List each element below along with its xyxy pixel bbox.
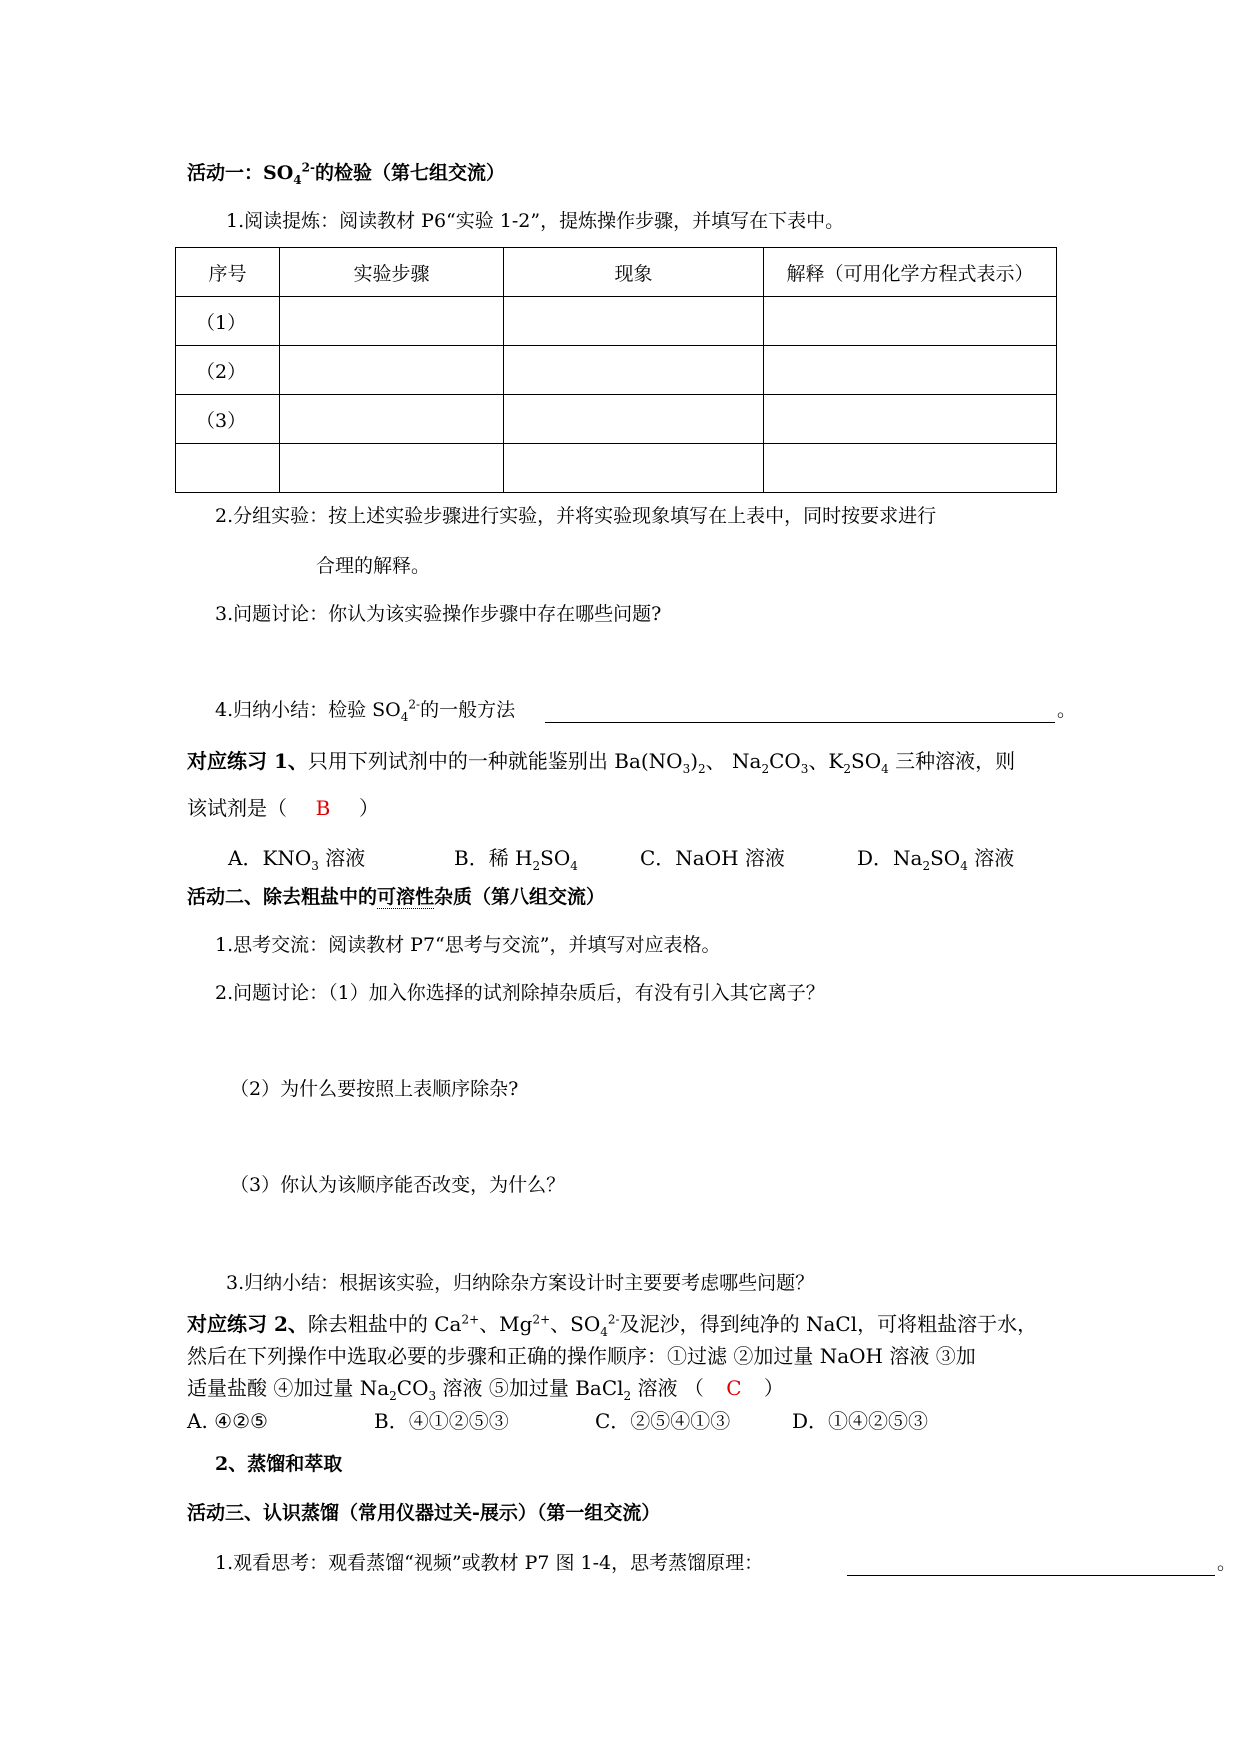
table-cell: （1） (176, 297, 280, 346)
table-cell[interactable] (280, 297, 504, 346)
section2-title: 2、蒸馏和萃取 (215, 1453, 343, 1475)
exercise2-label: 对应练习 2、 (187, 1312, 308, 1336)
exercise2-answer: C (726, 1376, 742, 1400)
table-row (176, 346, 1057, 395)
activity2-item2: 2.问题讨论：（1）加入你选择的试剂除掉杂质后，有没有引入其它离子？ (215, 982, 825, 1004)
table-cell[interactable] (504, 395, 764, 444)
table-cell[interactable] (280, 395, 504, 444)
table-row (176, 395, 1057, 444)
table-row (176, 297, 1057, 346)
table-cell (176, 444, 280, 493)
table-header-cell: 现象 (504, 248, 764, 297)
table-cell[interactable] (280, 346, 504, 395)
activity3-title: 活动三、认识蒸馏（常用仪器过关-展示）（第一组交流） (187, 1502, 661, 1524)
activity1-item2-line2: 合理的解释。 (316, 555, 431, 577)
activity1-item1: 1.阅读提炼：阅读教材 P6“实验 1-2”，提炼操作步骤，并填写在下表中。 (226, 210, 845, 232)
table-cell[interactable] (764, 444, 1057, 493)
table-cell[interactable] (764, 297, 1057, 346)
exercise1-answer: B (315, 796, 331, 820)
table-cell[interactable] (280, 444, 504, 493)
activity2-item3: 3.归纳小结：根据该实验，归纳除杂方案设计时主要要考虑哪些问题？ (226, 1272, 815, 1294)
steps-table (175, 247, 1057, 493)
exercise2-line2: 然后在下列操作中选取必要的步骤和正确的操作顺序：①过滤 ②加过量 NaOH 溶液 ③加 (187, 1344, 976, 1368)
table-header-row (176, 248, 1057, 297)
exercise1-label: 对应练习 1、 (187, 749, 308, 773)
exercise2-option-c[interactable]: C．②⑤④①③ (595, 1409, 731, 1433)
exercise2-line3: 适量盐酸 ④加过量 $Na_2CO_3$ 溶液 ⑤加过量 BaCl$_2$ 溶液 （ C ） (187, 1376, 784, 1403)
table-cell[interactable] (764, 395, 1057, 444)
exercise2-option-d[interactable]: D．①④②⑤③ (792, 1409, 929, 1433)
table-row (176, 444, 1057, 493)
table-cell: （2） (176, 346, 280, 395)
activity3-period: 。 (1217, 1552, 1237, 1574)
table-cell[interactable] (504, 444, 764, 493)
activity3-answer-line[interactable] (847, 1575, 1215, 1576)
activity2-item2-q2: （2）为什么要按照上表顺序除杂? (230, 1078, 519, 1100)
activity2-item1: 1.思考交流：阅读教材 P7“思考与交流”，并填写对应表格。 (215, 934, 721, 956)
exercise2-line1: 对应练习 2、除去粗盐中的 $Ca^{2+}$、$Mg^{2+}$、$SO_4^{2-}$及泥沙，得到纯净的 NaCl，可将粗盐溶于水， (187, 1312, 1038, 1339)
exercise1-option-d[interactable]: D．$Na_2SO_4$ 溶液 (857, 846, 1015, 873)
table-cell[interactable] (504, 297, 764, 346)
activity3-item1: 1.观看思考：观看蒸馏“视频”或教材 P7 图 1-4，思考蒸馏原理： (215, 1552, 764, 1574)
exercise1-line2: 该试剂是（ B ） (187, 796, 379, 820)
exercise1-option-b[interactable]: B．稀 $H_2SO_4$ (454, 846, 578, 873)
activity1-item2-line1: 2.分组实验：按上述实验步骤进行实验，并将实验现象填写在上表中，同时按要求进行 (215, 505, 937, 527)
item4-period: 。 (1057, 699, 1077, 721)
table-header-cell: 序号 (176, 248, 280, 297)
table-header-cell: 解释（可用化学方程式表示） (764, 248, 1057, 297)
exercise2-option-b[interactable]: B．④①②⑤③ (374, 1409, 509, 1433)
exercise2-option-a[interactable]: A. ④②⑤ (187, 1409, 268, 1433)
table-cell: （3） (176, 395, 280, 444)
table-cell[interactable] (504, 346, 764, 395)
exercise1-option-c[interactable]: C．NaOH 溶液 (640, 846, 785, 870)
exercise1-line1: 对应练习 1、只用下列试剂中的一种就能鉴别出 $Ba(NO_3)_2$、 $Na_2CO_3$、$K_2SO_4$ 三种溶液，则 (187, 749, 1016, 776)
activity1-title: 活动一：$SO_4^{2-}$的检验（第七组交流） (187, 160, 505, 187)
activity1-item4: 4.归纳小结：检验 $SO_4^{2-}$的一般方法 (215, 697, 516, 724)
activity1-item3: 3.问题讨论：你认为该实验操作步骤中存在哪些问题? (215, 603, 662, 625)
activity2-item2-q3: （3）你认为该顺序能否改变，为什么？ (230, 1174, 566, 1196)
table-cell[interactable] (764, 346, 1057, 395)
item4-answer-line[interactable] (545, 722, 1055, 723)
table-header-cell: 实验步骤 (280, 248, 504, 297)
activity2-title: 活动二、除去粗盐中的可溶性杂质（第八组交流） (187, 886, 606, 908)
exercise1-option-a[interactable]: A．$KNO_3$ 溶液 (228, 846, 366, 873)
